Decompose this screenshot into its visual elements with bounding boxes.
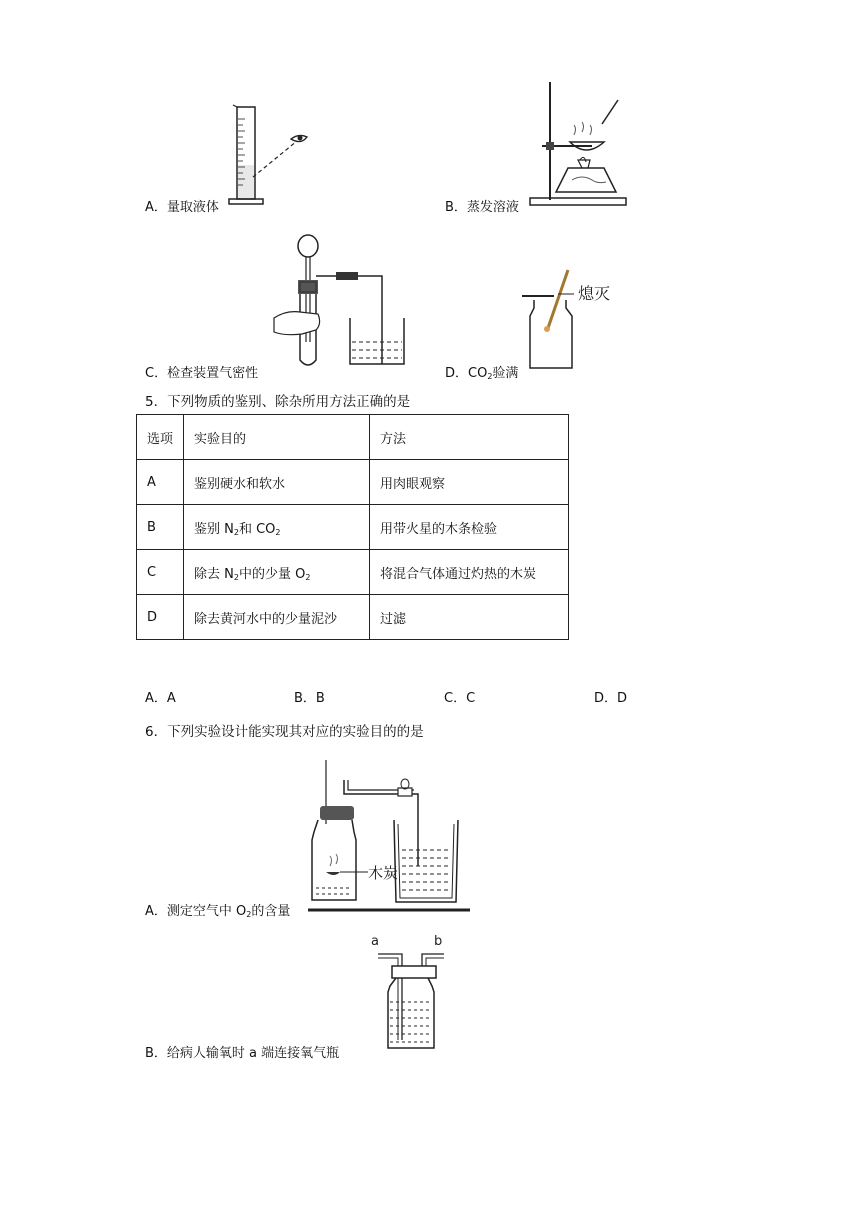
extinguish-label: 熄灭 <box>578 284 611 303</box>
table-header-cell: 实验目的 <box>184 415 370 460</box>
graduated-cylinder-figure <box>225 105 320 207</box>
method-cell: 过滤 <box>370 595 569 640</box>
q5-options-table <box>136 414 569 640</box>
gas-washing-bottle-figure <box>368 930 468 1054</box>
method-cell: 用带火星的木条检验 <box>370 505 569 550</box>
table-header-row <box>137 415 569 460</box>
label-b: b <box>434 934 443 949</box>
q4-option-a: A．量取液体 <box>145 200 219 215</box>
q6-stem: 6．下列实验设计能实现其对应的实验目的的是 <box>145 724 424 740</box>
purpose-cell: 鉴别硬水和软水 <box>184 460 370 505</box>
table-header-cell: 选项 <box>137 415 184 460</box>
q6-option-b: B．给病人输氧时 a 端连接氧气瓶 <box>145 1046 340 1061</box>
airtightness-check-figure <box>272 232 422 372</box>
option-cell: D <box>137 595 184 640</box>
q5-answer-b: B．B <box>294 691 325 706</box>
purpose-cell: 除去 $N_2$中的少量 $O_2$ <box>184 550 370 595</box>
method-cell: 将混合气体通过灼热的木炭 <box>370 550 569 595</box>
label-a: a <box>371 934 379 949</box>
option-cell: B <box>137 505 184 550</box>
q5-stem: 5．下列物质的鉴别、除杂所用方法正确的是 <box>145 394 411 410</box>
table-row <box>137 460 569 505</box>
q5-answer-a: A．A <box>145 691 176 706</box>
method-cell: 用肉眼观察 <box>370 460 569 505</box>
table-row <box>137 550 569 595</box>
q4-option-b: B．蒸发溶液 <box>445 200 519 215</box>
charcoal-label: 木炭 <box>368 864 399 882</box>
evaporation-figure <box>528 80 630 210</box>
q5-answer-d: D．D <box>594 691 628 706</box>
table-row <box>137 595 569 640</box>
option-cell: C <box>137 550 184 595</box>
oxygen-measurement-figure <box>308 760 474 912</box>
purpose-cell: 除去黄河水中的少量泥沙 <box>184 595 370 640</box>
purpose-cell: 鉴别 $N_2$和 $CO_2$ <box>184 505 370 550</box>
option-cell: A <box>137 460 184 505</box>
co2-check-figure <box>520 266 640 374</box>
q4-option-d: D．$CO_2$验满 <box>445 366 519 381</box>
q5-answer-c: C．C <box>444 691 476 706</box>
table-row <box>137 505 569 550</box>
q4-option-c: C．检查装置气密性 <box>145 366 259 381</box>
table-header-cell: 方法 <box>370 415 569 460</box>
q6-option-a: A．测定空气中 $O_2$的含量 <box>145 904 291 919</box>
